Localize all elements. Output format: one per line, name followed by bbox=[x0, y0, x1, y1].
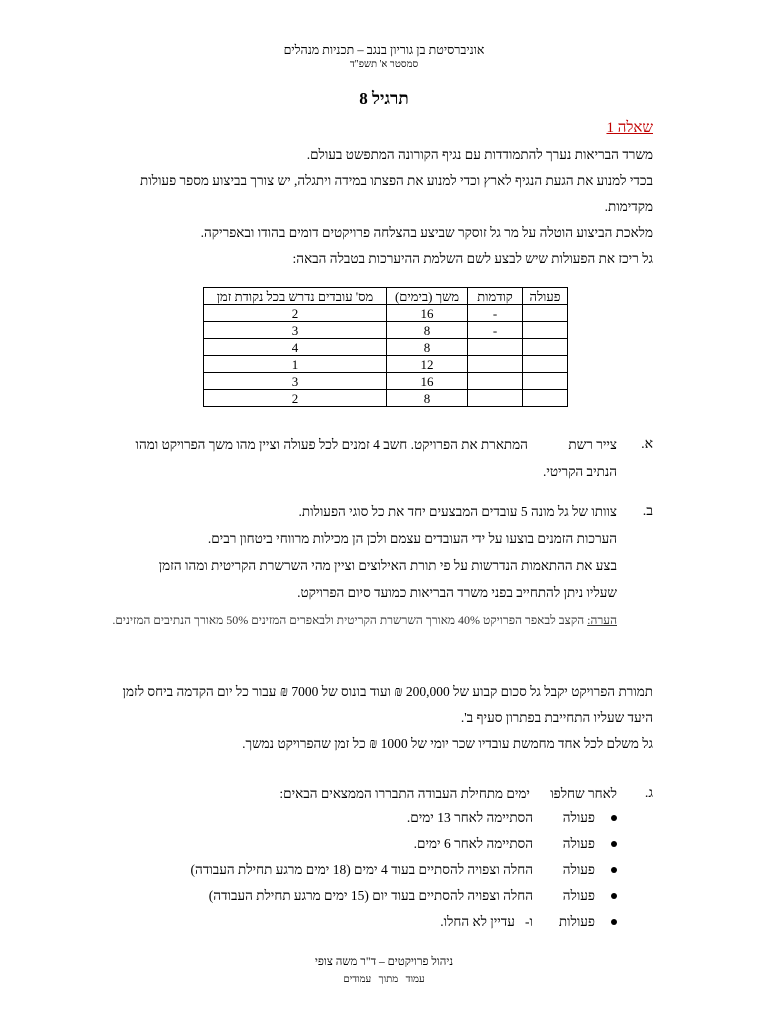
list-item bbox=[110, 831, 617, 857]
table-cell: 1 bbox=[204, 356, 387, 373]
buffer-note bbox=[110, 607, 617, 633]
table-row bbox=[204, 305, 568, 322]
table-cell bbox=[523, 322, 568, 339]
finding-text: החלה וצפויה להסתיים בעוד יום (15 ימים מרגע תחילת העבודה) bbox=[208, 888, 533, 903]
finding-label: פעולות bbox=[558, 914, 595, 929]
table-cell: 16 bbox=[387, 305, 468, 322]
header-university: אוניברסיטת בן גוריון בנגב – תכניות מנהלים bbox=[283, 43, 485, 57]
table-cell: 2 bbox=[204, 390, 387, 407]
section-b-mark: ב. bbox=[642, 504, 653, 519]
finding-text: החלה וצפויה להסתיים בעוד 4 ימים (18 ימים מרגע תחילת העבודה) bbox=[190, 862, 533, 877]
table-cell bbox=[468, 339, 523, 356]
finding-label: פעולה bbox=[562, 810, 595, 825]
section-b-line: הערכות הזמנים בוצעו על ידי העובדים עצמם ולכן הן מכילות מרווחי ביטחון רבים. bbox=[207, 531, 617, 546]
table-cell bbox=[468, 373, 523, 390]
table-cell bbox=[523, 390, 568, 407]
section-a-mark: א. bbox=[641, 437, 653, 452]
section-b-line: שעליו ניתן להתחייב בפני משרד הבריאות כמועד סיום הפרויקט. bbox=[297, 585, 617, 600]
col-header-activity: פעולה bbox=[523, 288, 568, 305]
table-cell: 12 bbox=[387, 356, 468, 373]
intro-line: גל ריכז את הפעולות שיש לבצע לשם השלמת ההיערכות בטבלה הבאה: bbox=[292, 251, 653, 266]
finding-text: הסתיימה לאחר 13 ימים. bbox=[406, 810, 533, 825]
intro-line: מלאכת הביצוע הוטלה על מר גל זוסקר שביצע בהצלחה פרויקטים דומים בהודו ובאפריקה. bbox=[200, 225, 653, 240]
payment-line: תמורת הפרויקט יקבל גל סכום קבוע של 200,000 ₪ ועוד בונוס של 7000 ₪ עבור כל יום הקדמה ביחס לזמן היעד שעליו התחייבת בפתרון סעיף ב'. bbox=[122, 684, 653, 725]
finding-text: הסתיימה לאחר 6 ימים. bbox=[413, 836, 533, 851]
table-cell: 16 bbox=[387, 373, 468, 390]
bullet-icon bbox=[611, 815, 617, 821]
footer-page-number: עמוד מתוך עמודים bbox=[343, 974, 425, 985]
bullet-icon bbox=[611, 893, 617, 899]
table-row bbox=[204, 322, 568, 339]
intro-line: בכדי למנוע את הגעת הנגיף לארץ וכדי למנוע את הפצתו במידה ויתגלה, יש צורך בביצוע מספר פעולות מקדימות. bbox=[139, 173, 653, 214]
section-a bbox=[110, 431, 653, 485]
table-cell bbox=[523, 339, 568, 356]
table-row bbox=[204, 390, 568, 407]
payment-line: גל משלם לכל אחד מחמשת עובדיו שכר יומי של 1000 ₪ כל זמן שהפרויקט נמשך. bbox=[242, 736, 653, 751]
bullet-icon bbox=[611, 867, 617, 873]
note-text: הקצב לבאפר הפרויקט 40% מאורך השרשרת הקריטית ולבאפרים המזינים 50% מאורך הנתיבים המזינים. bbox=[112, 613, 588, 627]
table-cell bbox=[523, 356, 568, 373]
intro-line: משרד הבריאות נערך להתמודדות עם נגיף הקורונה המתפשט בעולם. bbox=[306, 147, 653, 162]
section-b-line: צוותו של גל מונה 5 עובדים המבצעים יחד את כל סוגי הפעולות. bbox=[298, 504, 617, 519]
payment-paragraph bbox=[110, 679, 653, 757]
finding-label: פעולה bbox=[562, 862, 595, 877]
table-row bbox=[204, 356, 568, 373]
intro-paragraph bbox=[110, 142, 653, 272]
section-c-text: לאחר שחלפו ימים מתחילת העבודה התבררו הממצאים הבאים: bbox=[279, 786, 617, 801]
section-c-mark: ג. bbox=[644, 786, 653, 801]
table-cell: 3 bbox=[204, 373, 387, 390]
table-cell bbox=[468, 390, 523, 407]
header-semester: סמסטר א' תשפ"ד bbox=[349, 59, 419, 70]
footer-course: ניהול פרויקטים – ד"ר משה צופי bbox=[314, 956, 454, 968]
table-cell bbox=[468, 356, 523, 373]
table-cell: - bbox=[468, 322, 523, 339]
table-cell: 2 bbox=[204, 305, 387, 322]
col-header-workers: מס' עובדים נדרש בכל נקודת זמן bbox=[204, 288, 387, 305]
section-a-text: צייר רשת המתארת את הפרויקט. חשב 4 זמנים לכל פעולה וציין מהו משך הפרויקט ומהו הנתיב הקריטי. bbox=[132, 437, 617, 479]
table-row bbox=[204, 339, 568, 356]
findings-list bbox=[110, 805, 617, 935]
table-cell: - bbox=[468, 305, 523, 322]
bullet-icon bbox=[611, 919, 617, 925]
table-cell bbox=[523, 373, 568, 390]
page-title: תרגיל 8 bbox=[359, 89, 409, 108]
section-b bbox=[110, 498, 653, 606]
finding-label: פעולה bbox=[562, 836, 595, 851]
list-item bbox=[110, 883, 617, 909]
list-item bbox=[110, 909, 617, 935]
activities-table bbox=[203, 287, 568, 407]
list-item bbox=[110, 857, 617, 883]
col-header-predecessors: קודמות bbox=[468, 288, 523, 305]
table-cell: 8 bbox=[387, 339, 468, 356]
section-c bbox=[110, 781, 653, 807]
col-header-duration: משך (בימים) bbox=[387, 288, 468, 305]
table-cell: 4 bbox=[204, 339, 387, 356]
question-label: שאלה 1 bbox=[606, 120, 653, 136]
table-header-row bbox=[204, 288, 568, 305]
section-b-line: בצע את ההתאמות הנדרשות על פי תורת האילוצים וציין מהי השרשרת הקריטית ומהו הזמן bbox=[158, 558, 617, 573]
table-row bbox=[204, 373, 568, 390]
table-cell: 8 bbox=[387, 390, 468, 407]
finding-text: ו- עדיין לא החלו. bbox=[440, 914, 533, 929]
table-cell bbox=[523, 305, 568, 322]
bullet-icon bbox=[611, 841, 617, 847]
note-label: הערה: bbox=[587, 613, 617, 627]
table-cell: 8 bbox=[387, 322, 468, 339]
table-cell: 3 bbox=[204, 322, 387, 339]
finding-label: פעולה bbox=[562, 888, 595, 903]
list-item bbox=[110, 805, 617, 831]
section-b-text bbox=[110, 498, 617, 606]
